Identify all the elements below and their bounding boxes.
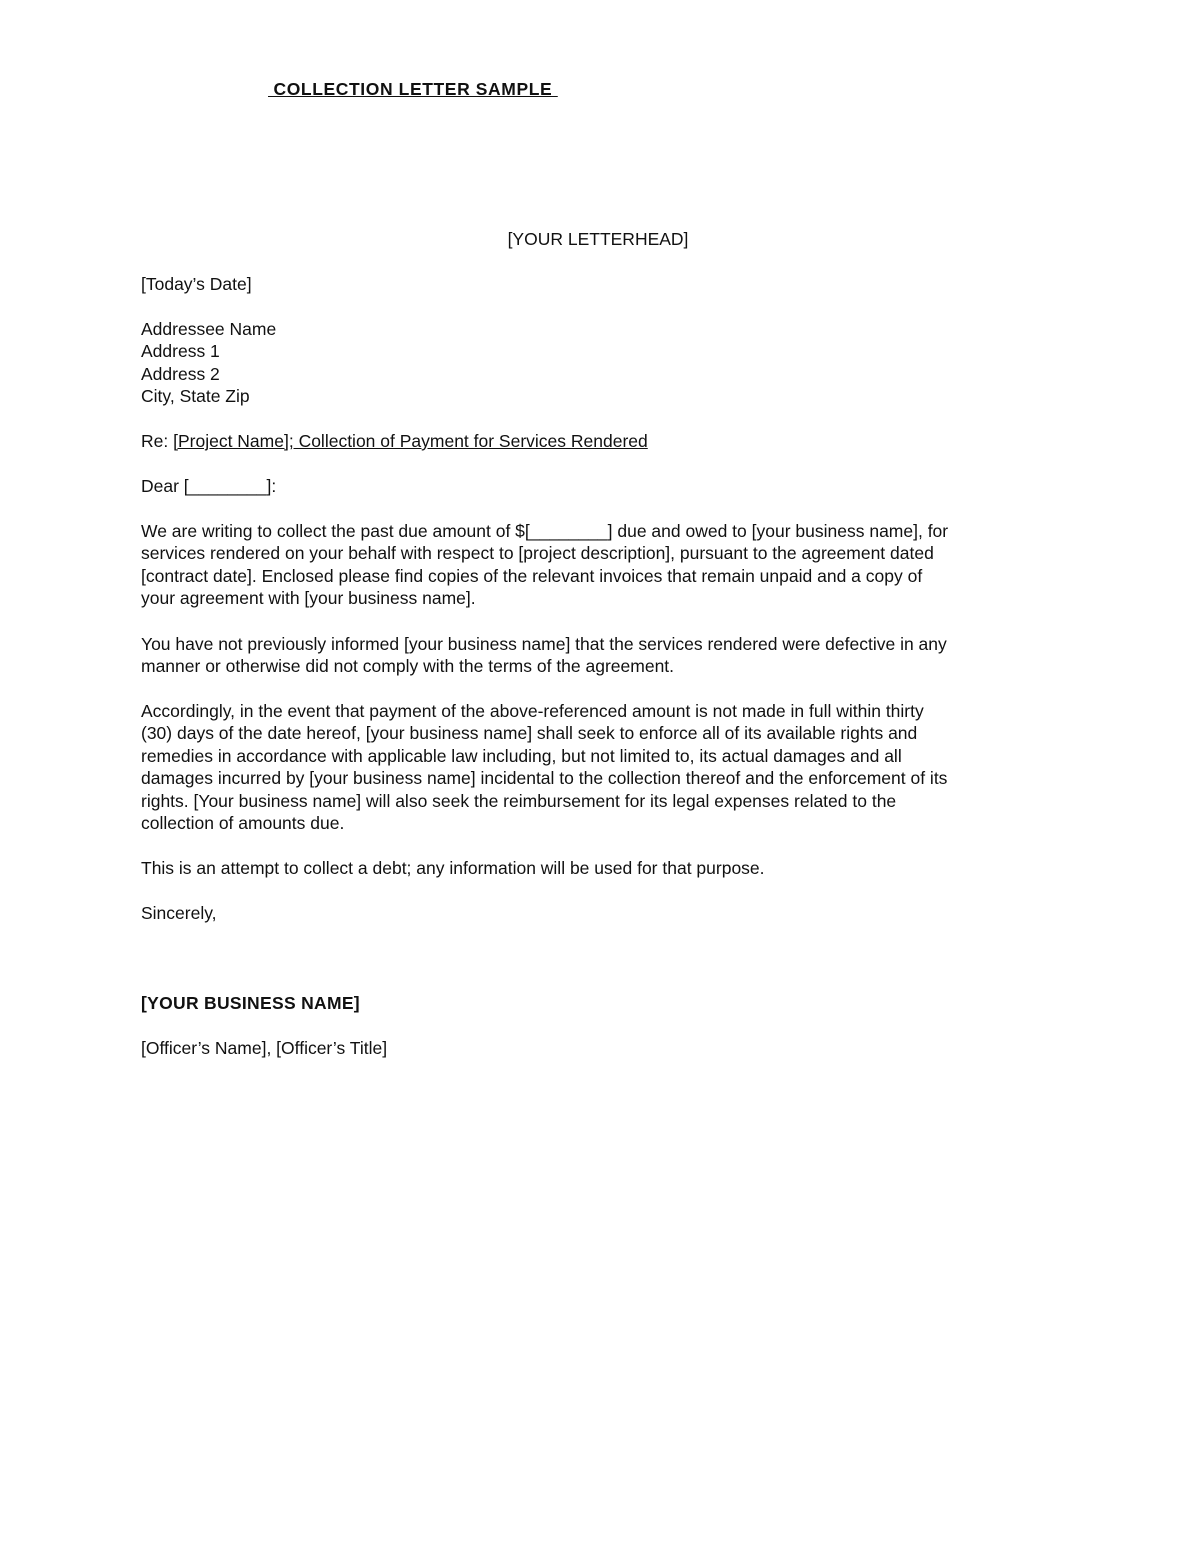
re-subject: [Project Name]; Collection of Payment for Services Rendered [173, 431, 648, 451]
paragraph-line: We are writing to collect the past due amount of $[________] due and owed to [your business name], for [141, 521, 949, 541]
paragraph-line: damages incurred by [your business name] incidental to the collection thereof and the enforcement of its [141, 768, 948, 789]
paragraph-3 [141, 700, 1051, 834]
paragraph-line: your agreement with [your business name]. [141, 588, 476, 609]
city-state-zip: City, State Zip [141, 386, 250, 407]
addressee-block [141, 318, 1051, 408]
paragraph-4 [141, 857, 1051, 879]
paragraph-line: manner or otherwise did not comply with the terms of the agreement. [141, 656, 675, 677]
paragraph-line: rights. [Your business name] will also seek the reimbursement for its legal expenses related to the [141, 790, 897, 811]
address-line-1: Address 1 [141, 341, 220, 362]
address-line-2: Address 2 [141, 363, 220, 384]
salutation: Dear [________]: [141, 476, 277, 496]
closing: Sincerely, [141, 903, 217, 923]
paragraph-line: remedies in accordance with applicable law including, but not limited to, its actual damages and all [141, 745, 902, 766]
document-title: COLLECTION LETTER SAMPLE [268, 79, 558, 99]
paragraph-2 [141, 633, 1051, 678]
business-name-signature: [YOUR BUSINESS NAME] [141, 993, 360, 1013]
date-line: [Today’s Date] [141, 274, 252, 294]
paragraph-line: You have not previously informed [your business name] that the services rendered were defective in any [141, 634, 947, 654]
re-line [141, 430, 1051, 452]
paragraph-line: Accordingly, in the event that payment of the above-referenced amount is not made in full within thirty [141, 701, 924, 721]
letterhead-placeholder: [YOUR LETTERHEAD] [507, 229, 689, 249]
addressee-name: Addressee Name [141, 319, 277, 339]
paragraph-1 [141, 520, 1051, 610]
paragraph-line: [contract date]. Enclosed please find copies of the relevant invoices that remain unpaid and a copy of [141, 565, 923, 586]
paragraph-line: services rendered on your behalf with respect to [project description], pursuant to the agreement dated [141, 543, 934, 564]
paragraph-line: (30) days of the date hereof, [your business name] shall seek to enforce all of its available rights and [141, 723, 918, 744]
paragraph-line: This is an attempt to collect a debt; any information will be used for that purpose. [141, 858, 765, 878]
re-prefix: Re: [141, 431, 174, 451]
paragraph-line: collection of amounts due. [141, 812, 345, 833]
officer-name-title: [Officer’s Name], [Officer’s Title] [141, 1038, 388, 1058]
